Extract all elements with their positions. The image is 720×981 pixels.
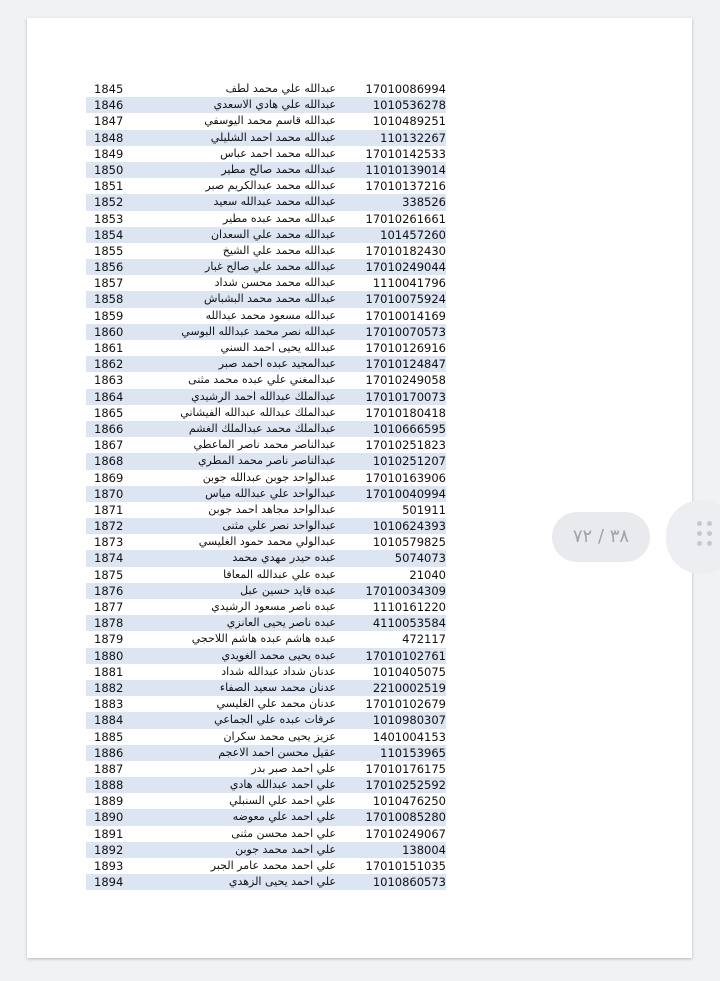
id-number: 5074073 [394,551,446,566]
row-number: 1859 [94,308,124,323]
row-number: 1893 [94,859,124,873]
row-number: 1885 [94,729,124,744]
person-name: عبدالله علي محمد لطف [225,82,336,95]
person-name: عبدالملك عبدالله احمد الرشيدي [191,389,336,403]
table-row [86,502,446,518]
id-number: 17010014169 [365,308,446,323]
id-number: 17010102679 [365,697,446,712]
person-name: عقيل محسن احمد الاعجم [218,745,336,759]
row-number: 1868 [94,454,124,469]
row-number: 1845 [94,82,124,96]
row-number: 1854 [94,227,124,242]
id-number: 1010405075 [372,664,446,679]
person-name: عبده علي عبدالله المعافا [223,567,336,581]
id-number: 1401004153 [372,729,446,744]
table-row [86,664,446,680]
table-row [86,194,446,210]
row-number: 1887 [94,761,124,776]
row-number: 1850 [94,162,124,177]
person-name: علي احمد علي معوضه [232,810,336,824]
row-number: 1864 [94,389,124,404]
person-name: عبدالله محمد علي السعدان [210,227,336,241]
id-number: 110132267 [380,130,446,145]
person-name: عبدالله محمد علي صالح غبار [205,260,336,274]
table-row [86,308,446,324]
row-number: 1889 [94,794,124,809]
person-name: عبدالواحد مجاهد احمد جوبن [208,502,336,516]
person-name: علي احمد محمد جوبن [235,842,336,856]
table-row [86,340,446,356]
person-name: عبدالله محمد عبدالكريم صبر [205,179,336,193]
row-number: 1873 [94,535,124,550]
table-row [86,518,446,534]
id-number: 472117 [402,632,446,647]
person-name: عبدالله يحيى احمد السني [220,341,336,354]
person-name: عبده ناصر يحيى العانزي [226,616,336,630]
table-row [86,97,446,113]
id-number: 17010086994 [365,82,446,96]
row-number: 1858 [94,292,124,307]
row-number: 1882 [94,680,124,695]
table-row [86,696,446,712]
person-name: عبده يحيى محمد الغويدي [221,648,336,662]
table-row [86,421,446,437]
table-row [86,583,446,599]
table-row [86,81,446,97]
id-number: 338526 [402,195,446,210]
table-row [86,356,446,372]
row-number: 1883 [94,697,124,712]
row-number: 1884 [94,713,124,728]
row-number: 1849 [94,146,124,161]
row-number: 1867 [94,438,124,453]
table-row [86,599,446,615]
person-name: عبدالواحد نصر علي مثنى [222,519,336,533]
table-row [86,550,446,566]
table-row [86,712,446,728]
table-row [86,162,446,178]
person-name: عبدالولي محمد حمود الغليسي [198,535,336,549]
id-number: 17010075924 [365,292,446,307]
person-name: عبدالملك محمد عبدالملك الغشم [188,421,336,435]
person-name: عدنان محمد سعيد الصفاء [219,680,336,694]
id-number: 1010980307 [372,713,446,728]
person-name: عبدالله محمد احمد الشليلي [210,130,336,144]
table-row [86,534,446,550]
id-number: 1010579825 [372,535,446,550]
id-number: 1110161220 [372,600,446,614]
id-number: 1010666595 [372,421,446,436]
row-number: 1860 [94,324,124,339]
row-number: 1853 [94,211,124,226]
table-row [86,227,446,243]
person-name: عبدالمجيد عبده احمد صبر [218,357,336,371]
id-number: 17010252592 [365,778,446,793]
table-row [86,761,446,777]
table-row [86,437,446,453]
row-number: 1886 [94,745,124,760]
row-number: 1875 [94,567,124,582]
table-row [86,243,446,259]
id-number: 110153965 [380,745,446,760]
person-name: عبدالناصر ناصر محمد المطري [197,454,336,468]
id-number: 1010489251 [372,114,446,129]
person-name: عبدالله محمد محمد البشباش [204,292,336,306]
table-row [86,259,446,275]
table-row [86,178,446,194]
id-number: 1010476250 [372,794,446,809]
page-indicator: ٣٨ / ٧٢ [552,512,650,562]
person-name: عبدالله علي هادي الاسعدي [213,98,336,112]
row-number: 1894 [94,875,124,890]
id-number: 501911 [402,502,446,517]
table-row [86,275,446,291]
id-number: 1010624393 [372,519,446,534]
id-number: 2210002519 [372,680,446,695]
table-row [86,405,446,421]
row-number: 1846 [94,98,124,113]
id-number: 17010085280 [365,810,446,825]
id-number: 17010040994 [365,486,446,501]
names-table [86,81,446,890]
id-number: 101457260 [380,227,446,242]
id-number: 17010124847 [365,357,446,372]
row-number: 1851 [94,179,124,194]
row-number: 1871 [94,502,124,517]
row-number: 1856 [94,260,124,275]
person-name: عبدالله مسعود محمد عبدالله [205,308,336,322]
table-row [86,793,446,809]
row-number: 1890 [94,810,124,825]
id-number: 17010137216 [365,179,446,194]
person-name: عبده ناصر مسعود الرشيدي [211,600,336,613]
table-row [86,146,446,162]
person-name: عبده هاشم عبده هاشم اللاحجي [191,632,336,646]
table-row [86,130,446,146]
row-number: 1870 [94,486,124,501]
table-row [86,372,446,388]
person-name: علي احمد يحيى الزهدي [228,875,336,889]
table-row [86,453,446,469]
person-name: عدنان شداد عبدالله شداد [221,664,336,678]
row-number: 1855 [94,243,124,258]
row-number: 1876 [94,583,124,598]
table-row [86,826,446,842]
row-number: 1892 [94,842,124,857]
person-name: عرفات عبده علي الجماعي [214,713,336,727]
table-row [86,648,446,664]
id-number: 17010034309 [365,583,446,598]
id-number: 17010163906 [365,470,446,485]
row-number: 1877 [94,600,124,614]
person-name: عبدالله نصر محمد عبدالله البوسي [181,324,336,338]
table-row [86,567,446,583]
table-row [86,745,446,761]
row-number: 1861 [94,341,124,355]
id-number: 17010176175 [365,761,446,776]
row-number: 1874 [94,551,124,566]
id-number: 1110041796 [372,276,446,291]
person-name: عبدالناصر محمد ناصر الماعطي [193,438,336,452]
person-name: علي احمد علي السنبلي [229,794,336,808]
person-name: عبدالله محمد محسن شداد [214,276,336,290]
table-row [86,470,446,486]
person-name: عبدالله محمد عبده مطير [223,211,336,225]
person-name: علي احمد عبدالله هادي [229,778,336,792]
row-number: 1866 [94,421,124,436]
row-number: 1862 [94,357,124,372]
person-name: عبدالواحد جوبن عبدالله جوبن [202,470,336,484]
person-name: عبدالله محمد عبدالله سعيد [213,195,336,209]
person-name: عبدالملك عبدالله عبدالله الفيشاني [180,405,336,419]
table-row [86,324,446,340]
person-name: عبدالله قاسم محمد اليوسفي [204,114,336,128]
row-number: 1891 [94,826,124,841]
row-number: 1872 [94,519,124,534]
row-number: 1880 [94,648,124,663]
table-row [86,858,446,874]
id-number: 17010182430 [365,243,446,258]
table-row [86,680,446,696]
id-number: 1010536278 [372,98,446,113]
id-number: 17010102761 [365,648,446,663]
table-row [86,874,446,890]
row-number: 1848 [94,130,124,145]
document-page [27,18,692,958]
table-row [86,729,446,745]
person-name: علي احمد محسن مثنى [231,826,336,840]
row-number: 1869 [94,470,124,485]
row-number: 1879 [94,632,124,647]
id-number: 17010251823 [365,438,446,453]
person-name: عبدالمغني علي عبده محمد مثنى [188,373,336,387]
row-number: 1847 [94,114,124,129]
person-name: علي احمد صبر بدر [251,761,336,775]
table-row [86,211,446,227]
id-number: 4110053584 [372,616,446,631]
person-name: عبدالله محمد صالح مطير [221,162,336,176]
person-name: عبده حيدر مهدي محمد [232,551,336,565]
person-name: عبده قايد حسين عبل [240,583,336,597]
person-name: علي احمد محمد عامر الجبر [210,859,336,872]
id-number: 1010860573 [372,875,446,890]
table-row [86,389,446,405]
id-number: 21040 [409,567,446,582]
table-row [86,291,446,307]
id-number: 17010249058 [365,373,446,388]
grid-menu-icon[interactable] [697,521,717,553]
id-number: 17010180418 [365,405,446,420]
id-number: 17010249067 [365,826,446,841]
person-name: عبدالواحد علي عبدالله مياس [205,486,336,500]
person-name: عبدالله محمد علي الشيخ [222,243,336,257]
id-number: 17010070573 [365,324,446,339]
row-number: 1852 [94,195,124,210]
row-number: 1878 [94,616,124,631]
table-row [86,113,446,129]
id-number: 17010142533 [365,146,446,161]
table-row [86,631,446,647]
row-number: 1865 [94,405,124,420]
table-row [86,842,446,858]
table-row [86,615,446,631]
id-number: 17010170073 [365,389,446,404]
id-number: 17010126916 [365,341,446,355]
table-row [86,486,446,502]
person-name: عدنان محمد علي الغليسي [216,697,336,711]
id-number: 1010251207 [372,454,446,469]
table-row [86,777,446,793]
table-row [86,809,446,825]
id-number: 138004 [402,842,446,857]
id-number: 17010261661 [365,211,446,226]
row-number: 1863 [94,373,124,388]
person-name: عزيز يحيى محمد سكران [223,729,336,743]
id-number: 17010151035 [365,859,446,873]
row-number: 1857 [94,276,124,291]
row-number: 1888 [94,778,124,793]
id-number: 17010249044 [365,260,446,275]
person-name: عبدالله محمد احمد عباس [220,146,336,160]
id-number: 11010139014 [365,162,446,177]
row-number: 1881 [94,664,124,679]
